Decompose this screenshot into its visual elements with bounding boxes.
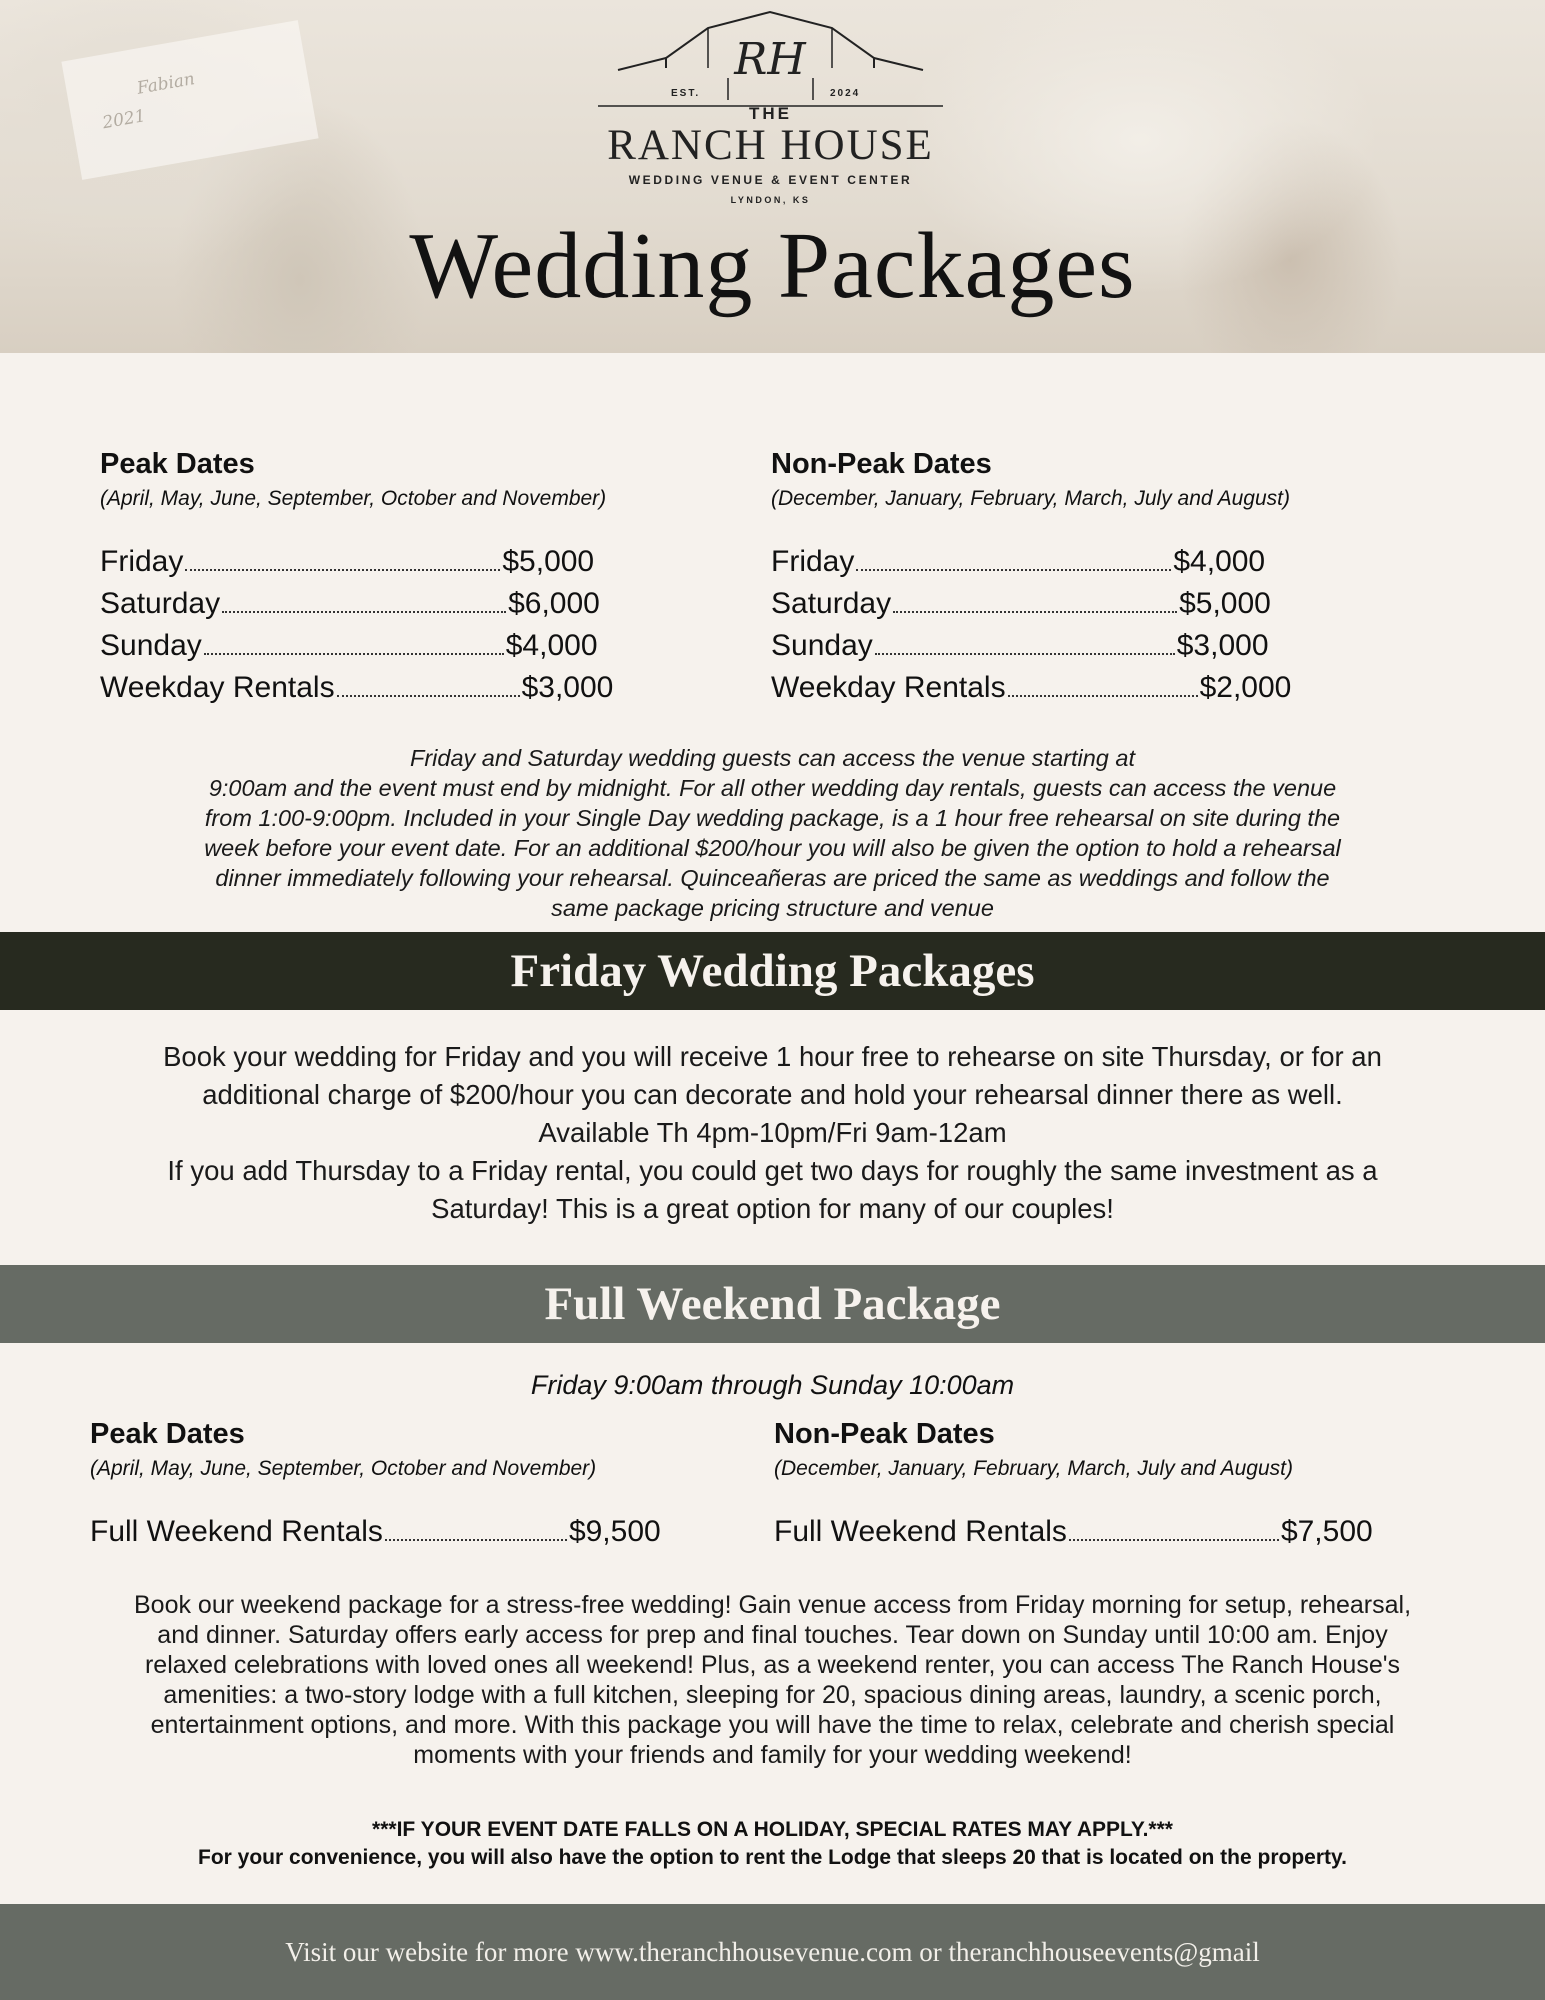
- price-value: $7,500: [1280, 1515, 1373, 1548]
- note-line: from 1:00-9:00pm. Included in your Single Day wedding package, is a 1 hour free rehearsal on site during the: [204, 805, 1341, 831]
- nonpeak-dates-column: [771, 448, 1471, 709]
- lodge-note: For your convenience, you will also have the option to rent the Lodge that sleeps 20 that is located on the property.: [198, 1846, 1347, 1869]
- logo-year: 2024: [830, 88, 861, 99]
- note-line: 9:00am and the event must end by midnight. For all other wedding day rentals, guests can access the venue: [208, 775, 1337, 801]
- weekend-line: amenities: a two-story lodge with a full kitchen, sleeping for 20, spacious dining areas, laundry, a scenic porch,: [163, 1681, 1382, 1709]
- nonpeak-dates-heading: Non-Peak Dates: [771, 448, 992, 480]
- price-row: [771, 583, 1471, 625]
- weekend-time: Friday 9:00am through Sunday 10:00am: [530, 1370, 1015, 1400]
- weekend-nonpeak-price-row: [774, 1511, 1474, 1553]
- dot-leader: [185, 569, 500, 571]
- logo-name: RANCH HOUSE: [607, 122, 934, 169]
- price-row: [100, 583, 740, 625]
- hero-banner: [0, 0, 1545, 353]
- weekend-line: moments with your friends and family for your wedding weekend!: [413, 1741, 1132, 1769]
- dot-leader: [222, 611, 506, 613]
- weekend-line: Book our weekend package for a stress-free wedding! Gain venue access from Friday morning for setup, rehearsal,: [133, 1591, 1412, 1619]
- dot-leader: [1069, 1539, 1279, 1541]
- price-row: [771, 667, 1471, 709]
- place-card-name: Fabian: [135, 69, 197, 99]
- barn-roof-icon: [598, 8, 943, 118]
- friday-line: If you add Thursday to a Friday rental, you could get two days for roughly the same investment as a: [167, 1155, 1378, 1186]
- price-value: $9,500: [568, 1515, 661, 1548]
- ranch-house-logo: [598, 8, 943, 208]
- friday-line: Available Th 4pm-10pm/Fri 9am-12am: [538, 1117, 1007, 1148]
- holiday-notice: [30, 1816, 1515, 1872]
- price-value: $4,000: [505, 629, 598, 662]
- price-value: $2,000: [1199, 671, 1292, 704]
- full-weekend-band: Full Weekend Package: [0, 1265, 1545, 1343]
- friday-line: Saturday! This is a great option for many of our couples!: [431, 1193, 1114, 1224]
- dot-leader: [893, 611, 1177, 613]
- weekend-line: relaxed celebrations with loved ones all weekend! Plus, as a weekend renter, you can access The Ranch House's: [144, 1651, 1401, 1679]
- price-value: $6,000: [508, 587, 600, 620]
- price-value: $3,000: [521, 671, 614, 704]
- logo-the: THE: [749, 104, 792, 123]
- friday-line: Book your wedding for Friday and you will receive 1 hour free to rehearse on site Thursday, or for an: [163, 1041, 1382, 1072]
- price-label: Full Weekend Rentals: [774, 1515, 1067, 1548]
- price-row: [100, 667, 740, 709]
- note-line: same package pricing structure and venue: [551, 895, 994, 921]
- price-row: [771, 541, 1471, 583]
- price-label: Sunday: [771, 629, 873, 662]
- weekend-line: entertainment options, and more. With this package you will have the time to relax, celebrate and cherish special: [150, 1711, 1395, 1739]
- dot-leader: [337, 695, 520, 697]
- price-value: $5,000: [502, 545, 595, 578]
- weekend-peak-column: [90, 1418, 750, 1553]
- logo-est: EST.: [671, 88, 701, 99]
- price-row: [100, 625, 740, 667]
- weekend-line: and dinner. Saturday offers early access for prep and final touches. Tear down on Sunday until 10:00 am. Enjoy: [157, 1621, 1388, 1649]
- weekend-peak-price-row: [90, 1511, 750, 1553]
- price-label: Friday: [771, 545, 855, 578]
- place-card-year: 2021: [101, 106, 148, 134]
- peak-dates-column: [100, 448, 740, 709]
- dot-leader: [385, 1539, 567, 1541]
- price-label: Full Weekend Rentals: [90, 1515, 383, 1548]
- peak-price-list: [100, 541, 740, 709]
- price-label: Friday: [100, 545, 184, 578]
- dot-leader: [875, 653, 1175, 655]
- single-day-note: [60, 743, 1485, 923]
- price-value: $3,000: [1176, 629, 1269, 662]
- friday-description: [40, 1038, 1505, 1228]
- note-line: week before your event date. For an additional $200/hour you will also be given the option to hold a rehearsal: [204, 835, 1341, 861]
- logo-subtitle: WEDDING VENUE & EVENT CENTER: [628, 173, 913, 187]
- dot-leader: [856, 569, 1171, 571]
- peak-months: (April, May, June, September, October and November): [100, 487, 607, 510]
- price-label: Sunday: [100, 629, 202, 662]
- price-row: [771, 625, 1471, 667]
- price-label: Saturday: [771, 587, 892, 620]
- friday-packages-band: Friday Wedding Packages: [0, 932, 1545, 1010]
- dot-leader: [204, 653, 504, 655]
- note-line: dinner immediately following your rehearsal. Quinceañeras are priced the same as weddings and follow the: [215, 865, 1330, 891]
- peak-dates-heading: Peak Dates: [100, 448, 255, 480]
- nonpeak-months: (December, January, February, March, July and August): [771, 487, 1290, 510]
- weekend-peak-months: (April, May, June, September, October and November): [90, 1457, 597, 1480]
- nonpeak-price-list: [771, 541, 1471, 709]
- price-label: Weekday Rentals: [100, 671, 335, 704]
- note-line: Friday and Saturday wedding guests can access the venue starting at: [409, 745, 1135, 771]
- weekend-peak-heading: Peak Dates: [90, 1418, 245, 1450]
- dot-leader: [1008, 695, 1198, 697]
- friday-line: additional charge of $200/hour you can decorate and hold your rehearsal dinner there as well.: [202, 1079, 1343, 1110]
- weekend-nonpeak-column: [774, 1418, 1474, 1553]
- holiday-note: ***IF YOUR EVENT DATE FALLS ON A HOLIDAY, SPECIAL RATES MAY APPLY.***: [372, 1818, 1173, 1841]
- price-value: $4,000: [1173, 545, 1266, 578]
- footer-website-contact: Visit our website for more www.theranchhousevenue.com or theranchhouseevents@gmail: [0, 1904, 1545, 2000]
- price-label: Weekday Rentals: [771, 671, 1006, 704]
- background-place-card: [61, 20, 318, 180]
- logo-location: LYNDON, KS: [730, 195, 811, 205]
- weekend-nonpeak-months: (December, January, February, March, July and August): [774, 1457, 1293, 1480]
- weekend-nonpeak-heading: Non-Peak Dates: [774, 1418, 995, 1450]
- price-row: [100, 541, 740, 583]
- monogram-text: RH: [734, 34, 806, 85]
- price-value: $5,000: [1179, 587, 1271, 620]
- weekend-description: [30, 1590, 1515, 1770]
- page-title: Wedding Packages: [409, 214, 1136, 318]
- price-label: Saturday: [100, 587, 221, 620]
